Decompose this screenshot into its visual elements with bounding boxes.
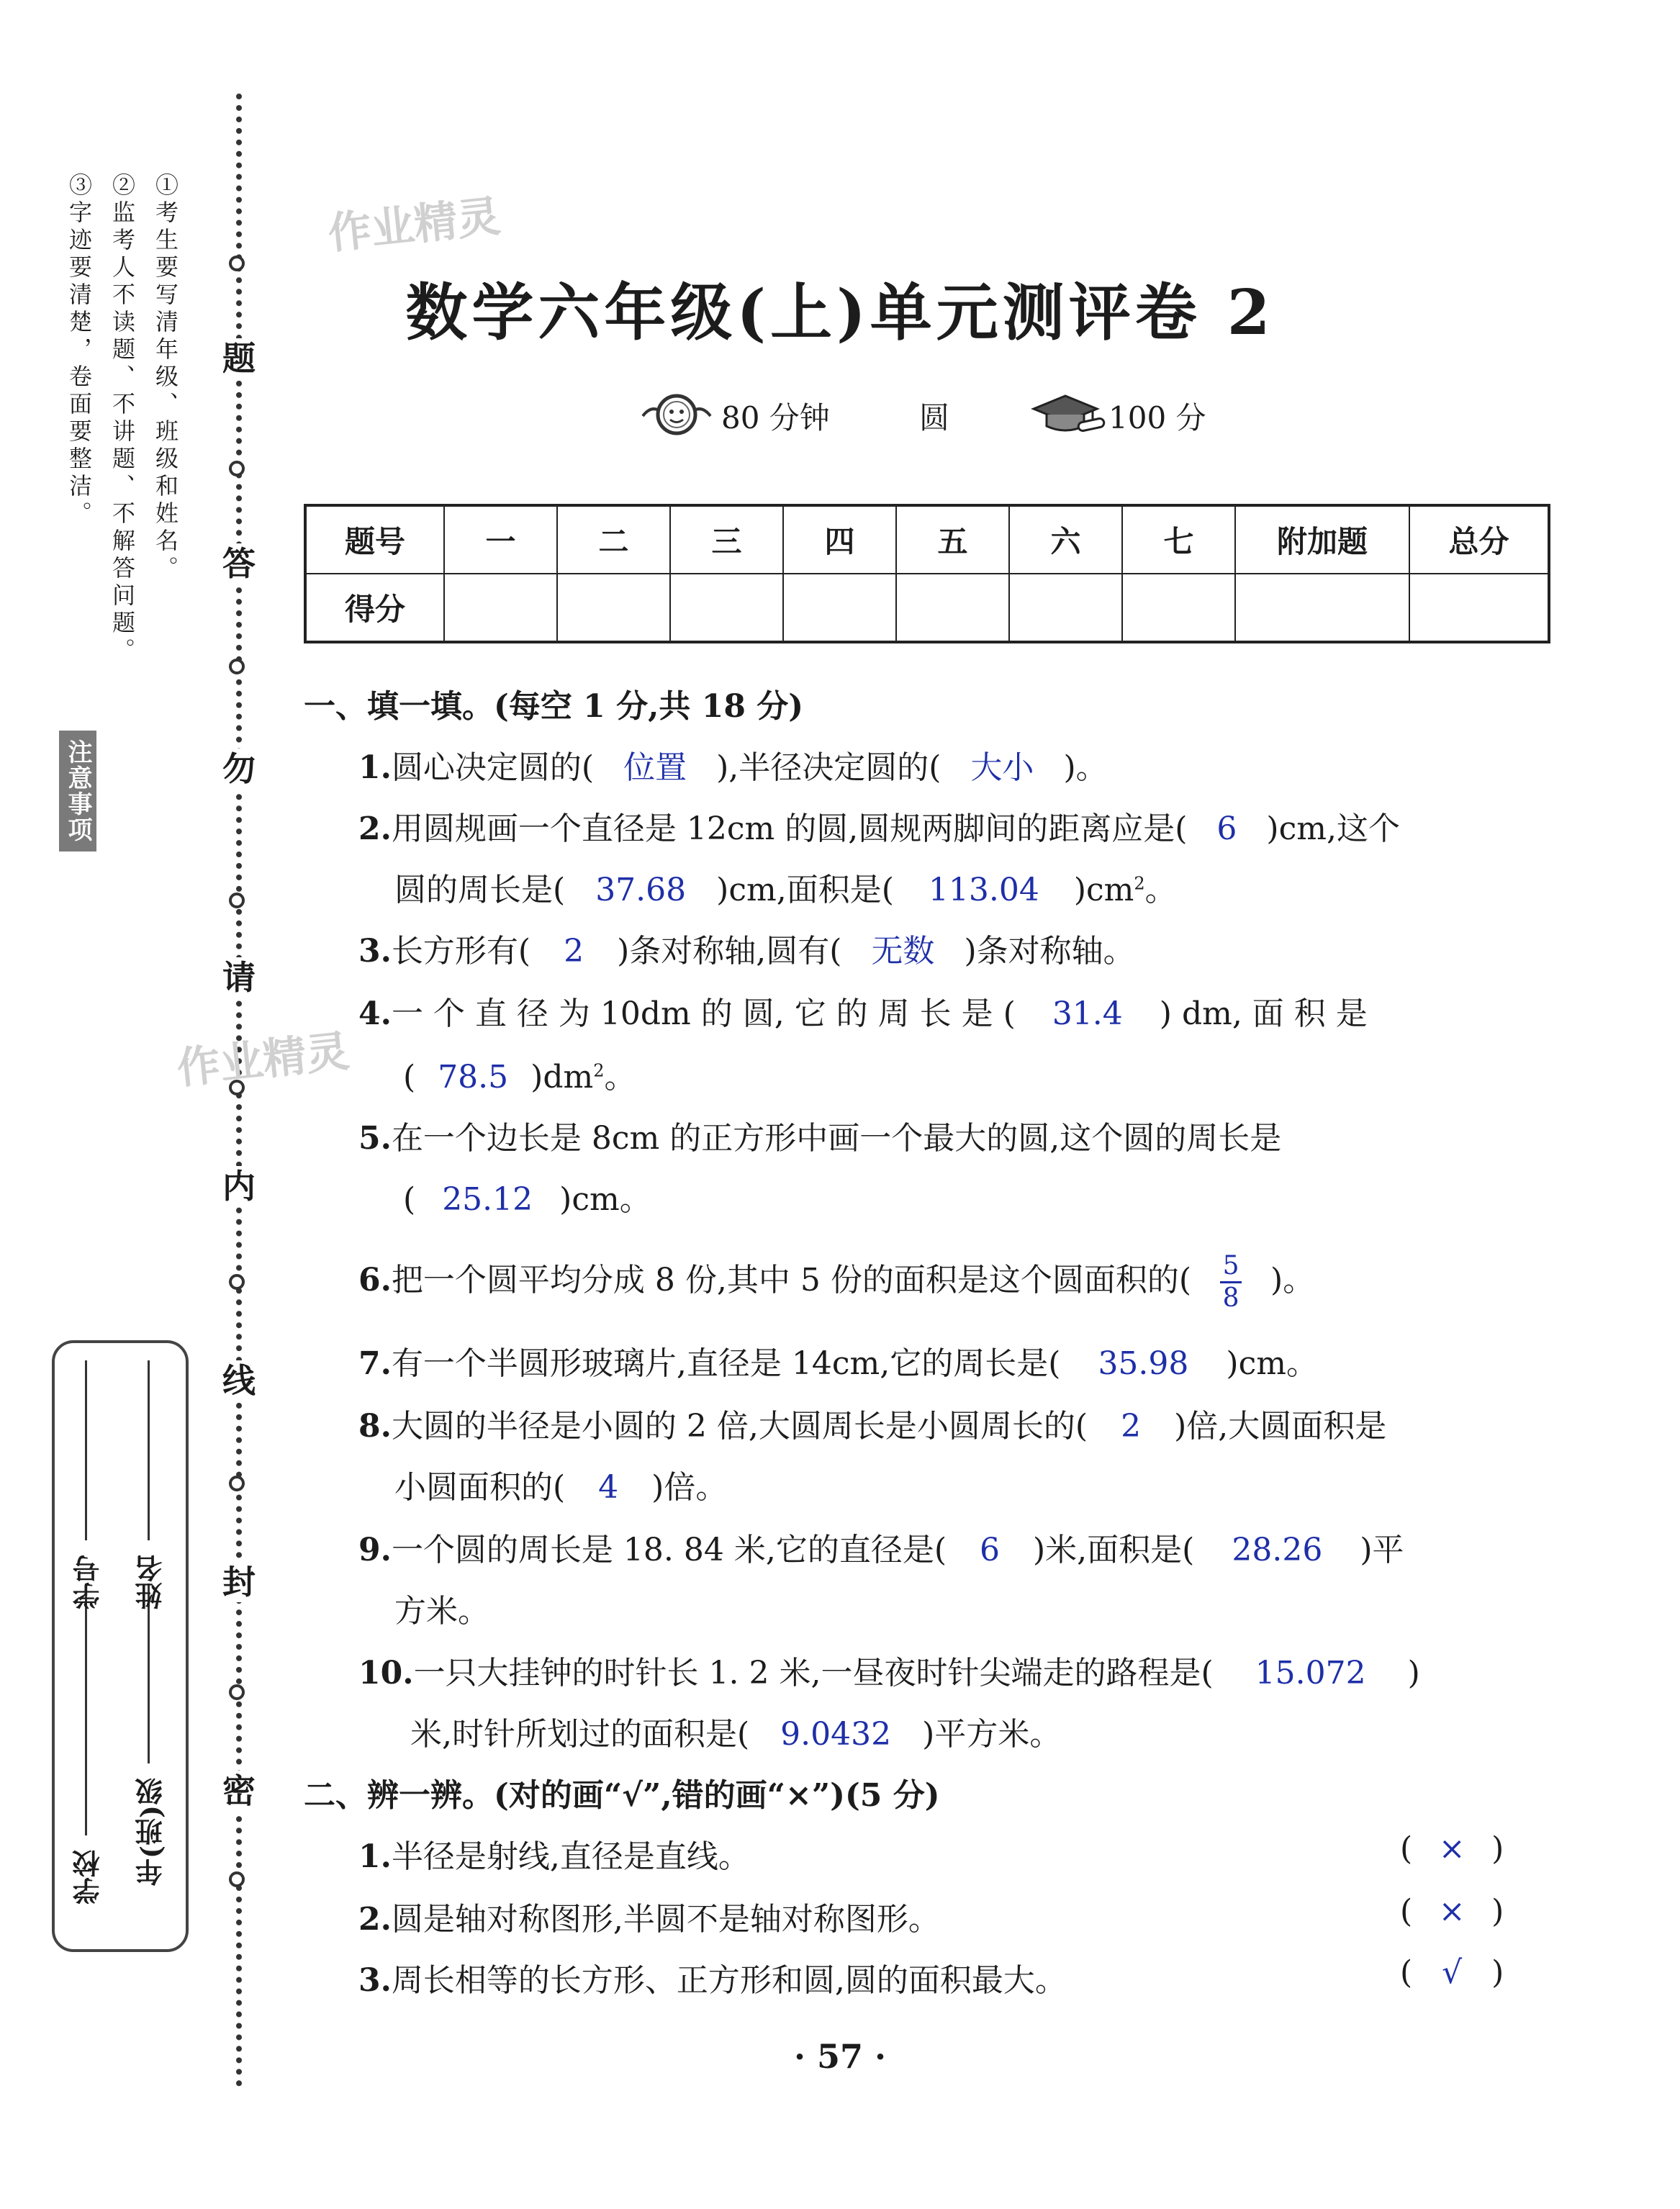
question-10 xyxy=(358,1647,1420,1693)
question-text: ),半径决定圆的( xyxy=(716,749,941,786)
question-text: ) dm, 面 积 是 xyxy=(1159,995,1368,1032)
question-text: )dm xyxy=(530,1059,594,1096)
score-header-cell: 四 xyxy=(783,505,896,574)
answer: 25.12 xyxy=(442,1181,533,1218)
superscript: 2 xyxy=(593,1060,605,1081)
answer: 9.0432 xyxy=(780,1716,892,1753)
question-4-cont xyxy=(403,1051,636,1097)
answer: 2 xyxy=(1121,1408,1142,1445)
full-score: 100 分 xyxy=(1108,400,1206,435)
question-text: 半径是射线,直径是直线。 xyxy=(391,1838,750,1875)
score-header-cell: 五 xyxy=(896,505,1009,574)
seal-char: 封 xyxy=(219,1562,259,1602)
section-1-title: 一、填一填。(每空 1 分,共 18 分) xyxy=(304,688,804,725)
question-number: 4. xyxy=(358,995,392,1032)
score-header-cell: 三 xyxy=(670,505,783,574)
question-text: )cm xyxy=(1073,872,1134,908)
answer: 大小 xyxy=(970,749,1034,786)
seal-char: 线 xyxy=(219,1360,259,1401)
question-text: 用圆规画一个直径是 12cm 的圆,圆规两脚间的距离应是( xyxy=(391,810,1188,847)
question-text: 一个圆的周长是 18. 84 米,它的直径是( xyxy=(391,1532,947,1568)
seal-char: 请 xyxy=(219,957,259,998)
answer: 2 xyxy=(564,933,584,970)
answer: 35.98 xyxy=(1098,1345,1189,1382)
question-text: 圆的周长是( xyxy=(394,872,566,908)
notice-line: ①考生要写清年级、班级和姓名。 xyxy=(152,173,179,583)
answer: 4 xyxy=(598,1469,619,1506)
question-text: )cm,面积是( xyxy=(716,872,894,908)
score-cell[interactable] xyxy=(444,574,557,642)
page-title: 数学六年级(上)单元测评卷 2 xyxy=(405,276,1275,349)
binding-circle xyxy=(229,461,245,476)
school-input-line[interactable] xyxy=(85,1584,87,1835)
graduation-cap-icon xyxy=(1028,389,1107,442)
score-cell[interactable] xyxy=(896,574,1009,642)
answer: 6 xyxy=(980,1532,1001,1568)
question-text: 。 xyxy=(604,1059,636,1096)
answer: 78.5 xyxy=(438,1059,509,1096)
question-3 xyxy=(358,925,1135,971)
question-4 xyxy=(358,988,1368,1034)
question-number: 7. xyxy=(358,1345,392,1382)
seal-char: 勿 xyxy=(219,749,259,789)
score-header-cell: 附加题 xyxy=(1235,505,1409,574)
judge-item-2 xyxy=(358,1893,940,1939)
question-1 xyxy=(358,741,1108,787)
seal-char: 答 xyxy=(219,543,259,584)
answer: 37.68 xyxy=(595,872,687,908)
name-label: 姓名 xyxy=(135,1555,167,1609)
score-cell[interactable] xyxy=(670,574,783,642)
student-no-input-line[interactable] xyxy=(85,1360,87,1540)
question-text: )。 xyxy=(1063,749,1108,786)
fraction-answer xyxy=(1220,1252,1242,1312)
question-text: 把一个圆平均分成 8 份,其中 5 份的面积是这个圆面积的( xyxy=(391,1262,1192,1298)
binding-circle xyxy=(229,1274,245,1290)
question-text: 大圆的半径是小圆的 2 倍,大圆周长是小圆周长的( xyxy=(391,1408,1088,1445)
question-text: 长方形有( xyxy=(391,933,531,970)
time-limit: 80 分钟 xyxy=(721,400,830,435)
score-header-cell: 七 xyxy=(1122,505,1235,574)
school-label: 学校 xyxy=(72,1850,104,1905)
judge-item-1 xyxy=(358,1830,750,1876)
answer: 31.4 xyxy=(1052,995,1123,1032)
question-8 xyxy=(358,1400,1386,1446)
unit-topic: 圆 xyxy=(919,400,950,435)
question-text: ) xyxy=(1407,1655,1420,1691)
section-2-title: 二、辨一辨。(对的画“√”,错的画“×”)(5 分) xyxy=(304,1777,940,1814)
score-cell[interactable] xyxy=(1122,574,1235,642)
question-2 xyxy=(358,803,1400,849)
answer: 28.26 xyxy=(1232,1532,1323,1568)
question-text: 一只大挂钟的时针长 1. 2 米,一昼夜时针尖端走的路程是( xyxy=(413,1655,1214,1691)
question-5-cont xyxy=(403,1173,651,1219)
question-text: 在一个边长是 8cm 的正方形中画一个最大的圆,这个圆的周长是 xyxy=(391,1120,1282,1157)
question-number: 2. xyxy=(358,810,392,847)
grade-class-input-line[interactable] xyxy=(148,1584,150,1763)
score-cell[interactable] xyxy=(1235,574,1409,642)
grade-class-label: 年(班)级 xyxy=(135,1778,167,1886)
score-header-cell: 总分 xyxy=(1409,505,1549,574)
question-number: 6. xyxy=(358,1262,392,1298)
question-text: 周长相等的长方形、正方形和圆,圆的面积最大。 xyxy=(391,1962,1067,1999)
answer-mark: × xyxy=(1438,1893,1466,1930)
question-text: 圆心决定圆的( xyxy=(391,749,595,786)
superscript: 2 xyxy=(1134,873,1145,894)
question-number: 2. xyxy=(358,1901,392,1938)
question-number: 3. xyxy=(358,1962,392,1999)
question-text: 方米。 xyxy=(394,1593,489,1630)
question-text: ( xyxy=(403,1059,416,1096)
judge-answer-1: ( × ) xyxy=(1400,1830,1504,1867)
question-text: )cm。 xyxy=(1226,1345,1318,1382)
answer: 6 xyxy=(1216,810,1237,847)
question-text: )平 xyxy=(1360,1532,1404,1568)
score-cell[interactable] xyxy=(1409,574,1549,642)
question-10-cont xyxy=(410,1708,1061,1754)
score-header-cell: 六 xyxy=(1009,505,1122,574)
question-9-cont xyxy=(394,1585,489,1631)
score-cell[interactable] xyxy=(783,574,896,642)
fraction-numerator: 5 xyxy=(1222,1251,1239,1280)
question-number: 1. xyxy=(358,749,392,786)
fraction-denominator: 8 xyxy=(1222,1283,1239,1313)
question-number: 8. xyxy=(358,1408,392,1445)
name-input-line[interactable] xyxy=(148,1360,150,1540)
judge-answer-2: ( × ) xyxy=(1400,1893,1504,1930)
answer-mark: × xyxy=(1438,1830,1466,1867)
question-number: 9. xyxy=(358,1532,392,1568)
question-text: 小圆面积的( xyxy=(394,1469,566,1506)
page-number: · 57 · xyxy=(793,2037,887,2076)
seal-char: 题 xyxy=(219,338,259,379)
score-cell[interactable] xyxy=(1009,574,1122,642)
question-8-cont xyxy=(394,1461,727,1507)
score-table xyxy=(304,504,1550,643)
answer: 15.072 xyxy=(1255,1655,1366,1691)
question-text: )cm,这个 xyxy=(1266,810,1400,847)
question-text: )。 xyxy=(1270,1262,1315,1298)
answer: 无数 xyxy=(871,933,935,970)
answer-mark: √ xyxy=(1442,1954,1463,1991)
question-text: )倍。 xyxy=(651,1469,728,1506)
binding-circle xyxy=(229,1476,245,1491)
question-text: )米,面积是( xyxy=(1033,1532,1195,1568)
student-no-label: 学号 xyxy=(72,1555,104,1609)
question-text: 一 个 直 径 为 10dm 的 圆, 它 的 周 长 是 ( xyxy=(391,995,1016,1032)
score-row-label: 得分 xyxy=(305,574,444,642)
question-2-cont xyxy=(394,864,1177,910)
question-text: )cm。 xyxy=(559,1181,651,1218)
binding-circle xyxy=(229,1871,245,1887)
clock-icon xyxy=(637,387,716,442)
question-text: ( xyxy=(403,1181,416,1218)
score-header-cell: 一 xyxy=(444,505,557,574)
question-text: 。 xyxy=(1144,872,1177,908)
question-text: )条对称轴。 xyxy=(964,933,1135,970)
question-text: 米,时针所划过的面积是( xyxy=(410,1716,750,1753)
question-9 xyxy=(358,1524,1404,1570)
question-number: 5. xyxy=(358,1120,392,1157)
question-7 xyxy=(358,1337,1318,1383)
notice-line: ②监考人不读题、不讲题、不解答问题。 xyxy=(109,173,136,665)
score-header-cell: 二 xyxy=(557,505,670,574)
question-text: 有一个半圆形玻璃片,直径是 14cm,它的周长是( xyxy=(391,1345,1061,1382)
question-number: 3. xyxy=(358,933,392,970)
seal-char: 密 xyxy=(219,1771,259,1811)
question-6 xyxy=(358,1252,1314,1312)
binding-circle xyxy=(229,1684,245,1700)
notice-title: 注意事项 xyxy=(59,731,96,851)
notice-line: ③字迹要清楚，卷面要整洁。 xyxy=(66,173,93,528)
binding-circle xyxy=(229,893,245,908)
watermark: 作业精灵 xyxy=(174,1026,352,1095)
question-text: )平方米。 xyxy=(922,1716,1062,1753)
question-text: )倍,大圆面积是 xyxy=(1174,1408,1387,1445)
seal-char: 内 xyxy=(219,1166,259,1206)
question-number: 1. xyxy=(358,1838,392,1875)
answer: 位置 xyxy=(623,749,687,786)
score-cell[interactable] xyxy=(557,574,670,642)
question-text: )条对称轴,圆有( xyxy=(617,933,842,970)
question-text: 圆是轴对称图形,半圆不是轴对称图形。 xyxy=(391,1901,940,1938)
binding-circle xyxy=(229,659,245,674)
judge-answer-3: ( √ ) xyxy=(1400,1954,1504,1991)
score-header-cell: 题号 xyxy=(305,505,444,574)
watermark: 作业精灵 xyxy=(325,191,503,260)
judge-item-3 xyxy=(358,1954,1067,2000)
answer: 113.04 xyxy=(928,872,1039,908)
question-number: 10. xyxy=(358,1655,414,1691)
question-5 xyxy=(358,1112,1281,1158)
